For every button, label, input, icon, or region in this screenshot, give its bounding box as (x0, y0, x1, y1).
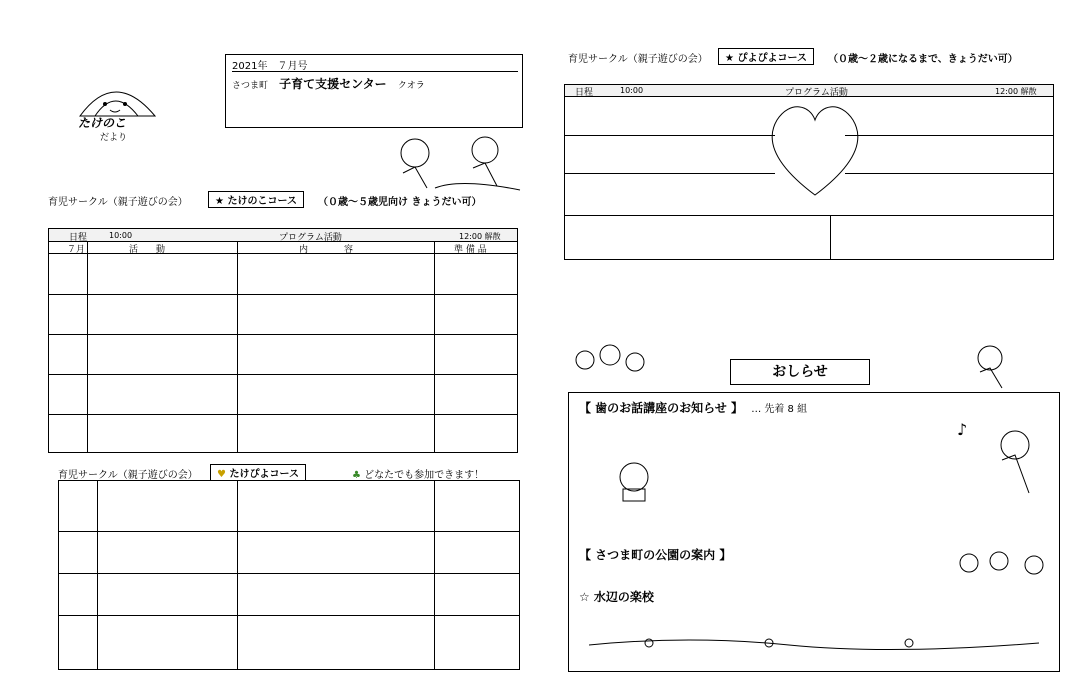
table1-col-header-row (49, 242, 517, 254)
table2-row-line (59, 531, 519, 532)
org-suffix: クオラ (397, 81, 425, 91)
svg-text:♪: ♪ (957, 420, 968, 439)
table1-program-header: プログラム活動 (279, 233, 342, 243)
takenoko-logo (60, 66, 170, 142)
circle1-course: ★ たけのこコース (208, 191, 304, 208)
teeth-illustration (609, 455, 659, 505)
table1-month: ７月 (67, 245, 86, 255)
right-page (540, 0, 1080, 693)
table2-row-line (59, 573, 519, 574)
circle2-note: ♣ どなたでも参加できます！ (352, 470, 485, 481)
table1-row-line (49, 374, 517, 375)
table1-row-line (49, 334, 517, 335)
heart-icon (765, 95, 865, 205)
piyo-date-header: 日程 (575, 88, 594, 98)
kids-playing-illustration (385, 128, 535, 198)
table2-col-line (434, 481, 435, 669)
table1-row-line (49, 294, 517, 295)
schedule-table-2 (58, 480, 520, 670)
table1-time-start: 10:00 (109, 231, 133, 240)
logo-subtitle: だより (100, 133, 128, 143)
table2-col-line (237, 481, 238, 669)
table1-time-end: 12:00 解散 (459, 232, 501, 241)
table1-row-line (49, 414, 517, 415)
issue-date: 2021年 ７月号 (232, 61, 308, 72)
kids-on-slide-illustration (949, 543, 1059, 593)
newsletter-header (225, 54, 523, 128)
right-circle-title: 育児サークル（親子遊びの会） (568, 54, 708, 65)
teeth-talk-title: 【 歯のお話講座のお知らせ 】 … 先着 8 組 (579, 401, 808, 415)
table2-row-line (59, 615, 519, 616)
table1-col-line (87, 242, 88, 452)
oshirase-title: おしらせ (730, 359, 870, 385)
circle2-title: 育児サークル（親子遊びの会） (58, 470, 198, 481)
table1-col-line (434, 242, 435, 452)
piyo-col-line (830, 215, 831, 259)
piyo-time-end: 12:00 解散 (995, 87, 1037, 96)
piyo-row-line (565, 173, 775, 174)
table1-header-row (49, 229, 517, 242)
right-circle-age: （０歳〜２歳になるまで、きょうだい可） (828, 54, 1018, 65)
circle1-title: 育児サークル（親子遊びの会） (48, 197, 188, 208)
music-note-icon (957, 415, 1047, 505)
ladybug-icon (589, 633, 1039, 653)
piyo-row-line (565, 215, 1053, 216)
piyo-row-line (845, 135, 1053, 136)
right-circle-course: ★ ぴよぴよコース (718, 48, 814, 65)
piyo-time-start: 10:00 (620, 86, 644, 95)
table1-activity-header: 活 動 (129, 245, 166, 255)
clover-icon: ♣ (352, 470, 361, 481)
circle1-age: （０歳〜５歳児向け きょうだい可） (318, 197, 482, 208)
piyo-row-line (565, 135, 775, 136)
table2-col-line (97, 481, 98, 669)
org-name: 子育て支援センター (279, 77, 387, 91)
piyo-row-line (845, 173, 1053, 174)
schedule-table-1 (48, 228, 518, 453)
org-name-line (232, 71, 518, 92)
piyo-schedule-table (564, 84, 1054, 260)
heart-icon: ♥ (217, 469, 226, 480)
table1-items-header: 準 備 品 (454, 245, 487, 255)
circle2-course: ♥ たけぴよコース (210, 464, 306, 481)
org-prefix: さつま町 (232, 81, 269, 91)
notice-box (568, 392, 1060, 672)
table1-col-line (237, 242, 238, 452)
table1-content-header: 内 容 (299, 245, 354, 255)
table1-date-header: 日程 (69, 233, 88, 243)
piyo-program-header: プログラム活動 (785, 88, 848, 98)
logo-title: たけのこ (78, 116, 127, 130)
mizube-title: ☆ 水辺の楽校 (579, 590, 654, 604)
park-guide-title: 【 さつま町の公園の案内 】 (579, 548, 732, 562)
